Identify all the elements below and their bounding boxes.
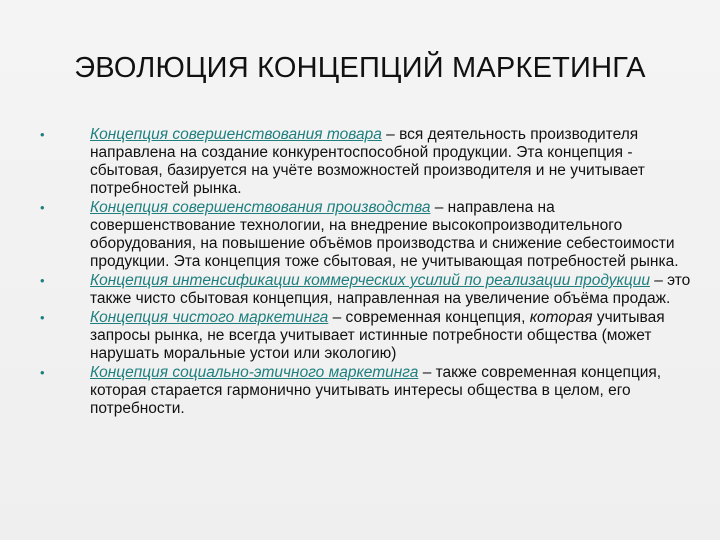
bullet-icon: • [40, 200, 45, 215]
concepts-list [40, 126, 700, 419]
concept-description: – вся деятельность производителя направлена на создание конкурентоспособной продукции. Эта концепция - сбытовая, базируется на учёте возможностей производителя и не учитывает потребностей рынка. [90, 126, 645, 197]
concept-term: Концепция чистого маркетинга [90, 309, 329, 326]
concept-description: – современная концепция, [328, 309, 530, 326]
bullet-icon: • [40, 273, 45, 288]
bullet-icon: • [40, 127, 45, 142]
bullet-icon: • [40, 365, 45, 380]
concept-term: Концепция социально-этичного маркетинга [90, 364, 419, 381]
list-item [40, 126, 700, 198]
list-item [40, 309, 700, 363]
bullet-icon: • [40, 310, 45, 325]
list-item [40, 364, 700, 418]
slide-title: ЭВОЛЮЦИЯ КОНЦЕПЦИЙ МАРКЕТИНГА [74, 52, 646, 84]
list-item [40, 272, 700, 308]
concept-description: – также современная концепция, которая старается гармонично учитывать интересы общества в целом, его потребности. [90, 364, 662, 417]
concept-term: Концепция совершенствования товара [90, 126, 382, 143]
concept-description-continued: учитывая запросы рынка, не всегда учитывает истинные потребности общества (может нарушать моральные устои или экологию) [90, 309, 665, 362]
list-item [40, 199, 700, 271]
concept-description: – направлена на совершенствование технологии, на внедрение высокопроизводительного оборудования, на повышение объёмов производства и снижение себестоимости продукции. Эта концепция тоже сбытовая, не учитывающая потребностей рынка. [90, 199, 679, 270]
concept-term: Концепция интенсификации коммерческих усилий по реализации продукции [90, 272, 650, 289]
concept-term: Концепция совершенствования производства [90, 199, 431, 216]
concept-description: – это также чисто сбытовая концепция, направленная на увеличение объёма продаж. [90, 272, 691, 307]
concept-description-italic: которая [529, 309, 593, 326]
